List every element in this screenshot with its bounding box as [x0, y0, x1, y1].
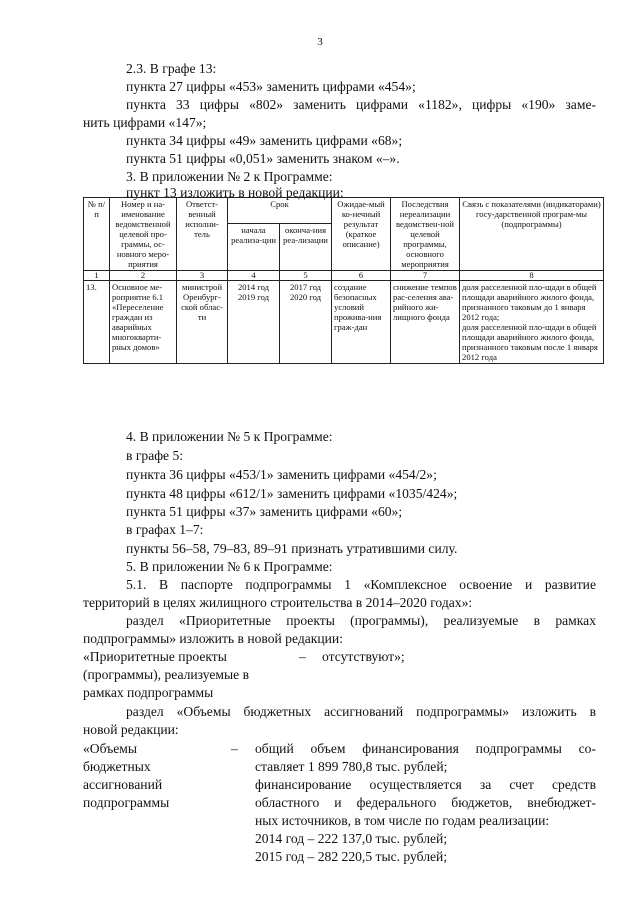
priority-dash: –	[299, 649, 306, 664]
row-end	[280, 281, 332, 364]
volumes-section-line1: раздел «Объемы бюджетных ассигнований подпрограммы» изложить в	[126, 704, 596, 719]
section-5-1-line1: 5.1. В паспорте подпрограммы 1 «Комплексное освоение и развитие	[126, 577, 596, 592]
row-start-2: 2019 год	[237, 292, 270, 302]
volumes-year-2015: 2015 год – 282 220,5 тыс. рублей;	[255, 849, 448, 864]
priority-section-line1: раздел «Приоритетные проекты (программы), реализуемые в рамках	[126, 613, 596, 628]
column-numbers-row	[84, 271, 604, 281]
item-point-34: пункта 34 цифры «49» заменить цифрами «68»;	[126, 133, 403, 148]
section-4-points-void: пункты 56–58, 79–83, 89–91 признать утратившими силу.	[126, 541, 458, 556]
section-2-3-heading: 2.3. В графе 13:	[126, 61, 217, 76]
volumes-label-3: ассигнований	[83, 777, 163, 792]
priority-label-1: «Приоритетные проекты	[83, 649, 227, 664]
header-expected: Ожидае-мый ко-нечный результат (краткое описание)	[332, 198, 391, 271]
priority-label-3: рамках подпрограммы	[83, 685, 214, 700]
header-responsible: Ответст-венный исполни-тель	[177, 198, 228, 271]
col-number: 2	[110, 271, 177, 281]
row-responsible: министрой Оренбург-ской облас-ти	[177, 281, 228, 364]
row-name: Основное ме-роприятие 6.1 «Переселение граждан из аварийных многокварти-рных домов»	[110, 281, 177, 364]
volumes-text-3: финансирование осуществляется за счет средств	[255, 777, 596, 792]
col-number: 1	[84, 271, 110, 281]
row-link	[460, 281, 604, 364]
volumes-label-1: «Объемы	[83, 741, 137, 756]
section-3-heading: 3. В приложении № 2 к Программе:	[126, 169, 333, 184]
header-term: Срок	[228, 198, 332, 224]
col-number: 5	[280, 271, 332, 281]
section-4-heading: 4. В приложении № 5 к Программе:	[126, 429, 333, 444]
col-number: 8	[460, 271, 604, 281]
table-row	[84, 281, 604, 364]
header-num: № п/п	[84, 198, 110, 271]
section-3-sub: пункт 13 изложить в новой редакции:	[126, 185, 344, 200]
row-start	[228, 281, 280, 364]
section-4-column5: в графе 5:	[126, 448, 184, 463]
section-5-heading: 5. В приложении № 6 к Программе:	[126, 559, 333, 574]
priority-value: отсутствуют»;	[322, 649, 405, 664]
row-link-2: доля расселенной пло-щади в общей площади аварийного жилого фонда, признанного таковым после 1 января 2012 года	[462, 322, 598, 362]
item-point-51: пункта 51 цифры «0,051» заменить знаком «–».	[126, 151, 400, 166]
section-5-1-line2: территорий в целях жилищного строительства в 2014–2020 годах»:	[83, 595, 473, 610]
col-number: 4	[228, 271, 280, 281]
volumes-dash: –	[231, 741, 238, 756]
row-expected: создание безопасных условий прожива-ния граж-дан	[332, 281, 391, 364]
volumes-text-4: областного и федерального бюджетов, внебюджет-	[255, 795, 596, 810]
priority-label-2: (программы), реализуемые в	[83, 667, 249, 682]
col-number: 7	[391, 271, 460, 281]
row-start-1: 2014 год	[237, 282, 270, 292]
program-table	[83, 197, 604, 364]
header-consequences: Последствия нереализации ведомствен-ной целевой программы, основного мероприятия	[391, 198, 460, 271]
row-end-2: 2020 год	[289, 292, 322, 302]
volumes-label-4: подпрограммы	[83, 795, 170, 810]
header-link: Связь с показателями (индикаторами) госу-дарственной програм-мы (подпрограммы)	[460, 198, 604, 271]
item-point-33-line2: нить цифрами «147»;	[83, 115, 207, 130]
header-name: Номер и на-именование ведомственной целевой про-граммы, ос-новного меро-приятия	[110, 198, 177, 271]
col-number: 6	[332, 271, 391, 281]
volumes-text-2: ставляет 1 899 780,8 тыс. рублей;	[255, 759, 448, 774]
volumes-section-line2: новой редакции:	[83, 722, 179, 737]
row-num: 13.	[84, 281, 110, 364]
volumes-year-2014: 2014 год – 222 137,0 тыс. рублей;	[255, 831, 448, 846]
section-4-columns-1-7: в графах 1–7:	[126, 522, 204, 537]
section-4-point-51: пункта 51 цифры «37» заменить цифрами «60»;	[126, 504, 403, 519]
item-point-27: пункта 27 цифры «453» заменить цифрами «454»;	[126, 79, 416, 94]
section-4-point-48: пункта 48 цифры «612/1» заменить цифрами «1035/424»;	[126, 486, 458, 501]
header-end: оконча-ния реа-лизации	[280, 224, 332, 271]
volumes-label-2: бюджетных	[83, 759, 151, 774]
volumes-text-1: общий объем финансирования подпрограммы со-	[255, 741, 596, 756]
row-end-1: 2017 год	[289, 282, 322, 292]
item-point-33-line1: пункта 33 цифры «802» заменить цифрами «1182», цифры «190» заме-	[126, 97, 596, 112]
row-consequences: снижение темпов рас-селения ава-рийного жи-лищного фонда	[391, 281, 460, 364]
row-link-1: доля расселенной пло-щади в общей площади аварийного жилого фонда, признанного таковым до 1 января 2012 года;	[462, 282, 597, 322]
volumes-text-5: ных источников, в том числе по годам реализации:	[255, 813, 550, 828]
priority-section-line2: подпрограммы» изложить в новой редакции:	[83, 631, 343, 646]
section-4-point-36: пункта 36 цифры «453/1» заменить цифрами «454/2»;	[126, 467, 437, 482]
page-number: 3	[317, 36, 323, 48]
header-start: начала реализа-ции	[228, 224, 280, 271]
col-number: 3	[177, 271, 228, 281]
